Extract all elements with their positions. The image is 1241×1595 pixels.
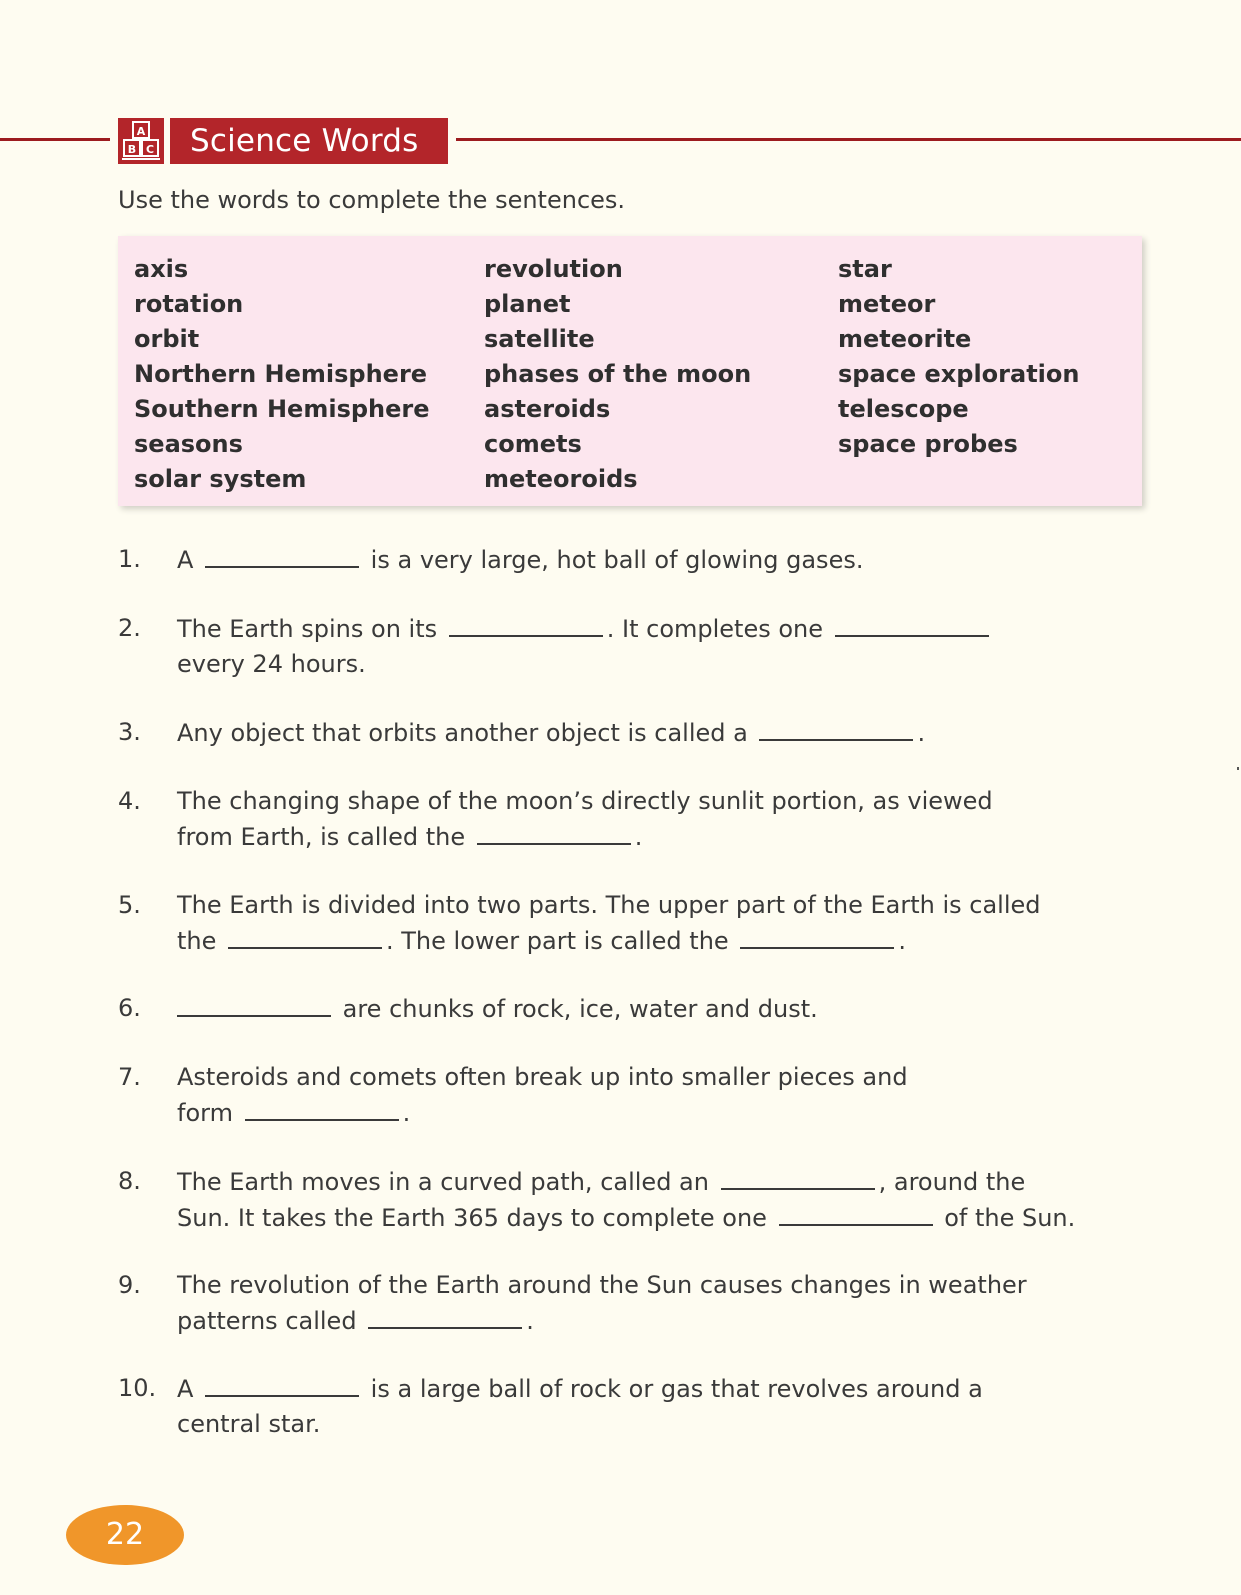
answer-blank[interactable] — [740, 923, 894, 949]
question-number: 9. — [118, 1271, 141, 1299]
question-text: A is a very large, hot ball of glowing gases. — [177, 542, 1128, 578]
question-1 — [118, 542, 1128, 578]
question-text: Any object that orbits another object is called a . — [177, 715, 1128, 751]
answer-blank[interactable] — [779, 1200, 933, 1226]
question-9 — [118, 1268, 1128, 1339]
header-rule-left — [0, 138, 110, 141]
question-6 — [118, 991, 1128, 1027]
word-bank-item: axis — [134, 255, 189, 283]
word-bank-item: Southern Hemisphere — [134, 395, 430, 423]
section-title: Science Words — [170, 118, 448, 164]
word-bank-item: meteoroids — [484, 465, 638, 493]
question-2 — [118, 611, 1128, 682]
question-number: 10. — [118, 1374, 157, 1402]
answer-blank[interactable] — [177, 991, 331, 1017]
answer-blank[interactable] — [205, 1371, 359, 1397]
question-number: 4. — [118, 787, 141, 815]
word-bank-item: asteroids — [484, 395, 611, 423]
question-4 — [118, 784, 1128, 855]
answer-blank[interactable] — [245, 1095, 399, 1121]
answer-blank[interactable] — [205, 542, 359, 568]
question-text: The Earth spins on its . It completes one every 24 hours. — [177, 611, 1128, 682]
question-text: Asteroids and comets often break up into smaller pieces and form . — [177, 1063, 908, 1127]
question-5 — [118, 888, 1128, 959]
question-text: The Earth is divided into two parts. The upper part of the Earth is called the . The lower part is called the . — [177, 891, 1041, 955]
word-bank-item: space exploration — [838, 360, 1080, 388]
question-number: 6. — [118, 994, 141, 1022]
word-bank-column-3 — [838, 252, 1079, 462]
question-text: The Earth moves in a curved path, called an , around the Sun. It takes the Earth 365 days to complete one of the Sun. — [177, 1164, 1128, 1236]
question-number: 7. — [118, 1063, 141, 1091]
answer-blank[interactable] — [368, 1303, 522, 1329]
word-bank-item: seasons — [134, 430, 243, 458]
question-number: 5. — [118, 891, 141, 919]
question-text: A is a large ball of rock or gas that revolves around a central star. — [177, 1371, 1128, 1442]
question-number: 1. — [118, 545, 141, 573]
word-bank-item: space probes — [838, 430, 1018, 458]
page-number-badge: 22 — [66, 1505, 184, 1565]
word-bank-item: rotation — [134, 290, 244, 318]
answer-blank[interactable] — [228, 923, 382, 949]
abc-blocks-icon — [118, 118, 164, 164]
word-bank-item: star — [838, 255, 892, 283]
word-bank-item: solar system — [134, 465, 307, 493]
icon-letter-c: C — [145, 143, 155, 156]
word-bank-column-1 — [134, 252, 430, 497]
word-bank-item: satellite — [484, 325, 595, 353]
question-number: 3. — [118, 718, 141, 746]
word-bank-item: comets — [484, 430, 582, 458]
question-number: 8. — [118, 1167, 141, 1195]
answer-blank[interactable] — [449, 611, 603, 637]
icon-letter-a: A — [136, 125, 146, 138]
question-text: The revolution of the Earth around the Sun causes changes in weather patterns called . — [177, 1271, 1027, 1335]
question-10 — [118, 1371, 1128, 1442]
word-bank-column-2 — [484, 252, 751, 497]
question-text: are chunks of rock, ice, water and dust. — [177, 991, 1128, 1027]
question-7 — [118, 1060, 1128, 1131]
word-bank-item: telescope — [838, 395, 969, 423]
question-number: 2. — [118, 614, 141, 642]
word-bank-item: Northern Hemisphere — [134, 360, 428, 388]
question-3 — [118, 715, 1128, 751]
question-8 — [118, 1164, 1128, 1236]
answer-blank[interactable] — [477, 819, 631, 845]
word-bank-item: meteor — [838, 290, 936, 318]
word-bank-item: revolution — [484, 255, 623, 283]
edge-mark — [1237, 767, 1239, 770]
answer-blank[interactable] — [835, 611, 989, 637]
word-bank-item: orbit — [134, 325, 200, 353]
word-bank-item: planet — [484, 290, 571, 318]
word-bank-item: phases of the moon — [484, 360, 752, 388]
question-text: The changing shape of the moon’s directly sunlit portion, as viewed from Earth, is called the . — [177, 787, 993, 851]
answer-blank[interactable] — [721, 1164, 875, 1190]
header-rule-right — [456, 138, 1241, 141]
icon-letter-b: B — [127, 143, 137, 156]
word-bank — [118, 236, 1142, 506]
answer-blank[interactable] — [759, 715, 913, 741]
word-bank-item: meteorite — [838, 325, 972, 353]
instruction-text: Use the words to complete the sentences. — [118, 186, 626, 214]
